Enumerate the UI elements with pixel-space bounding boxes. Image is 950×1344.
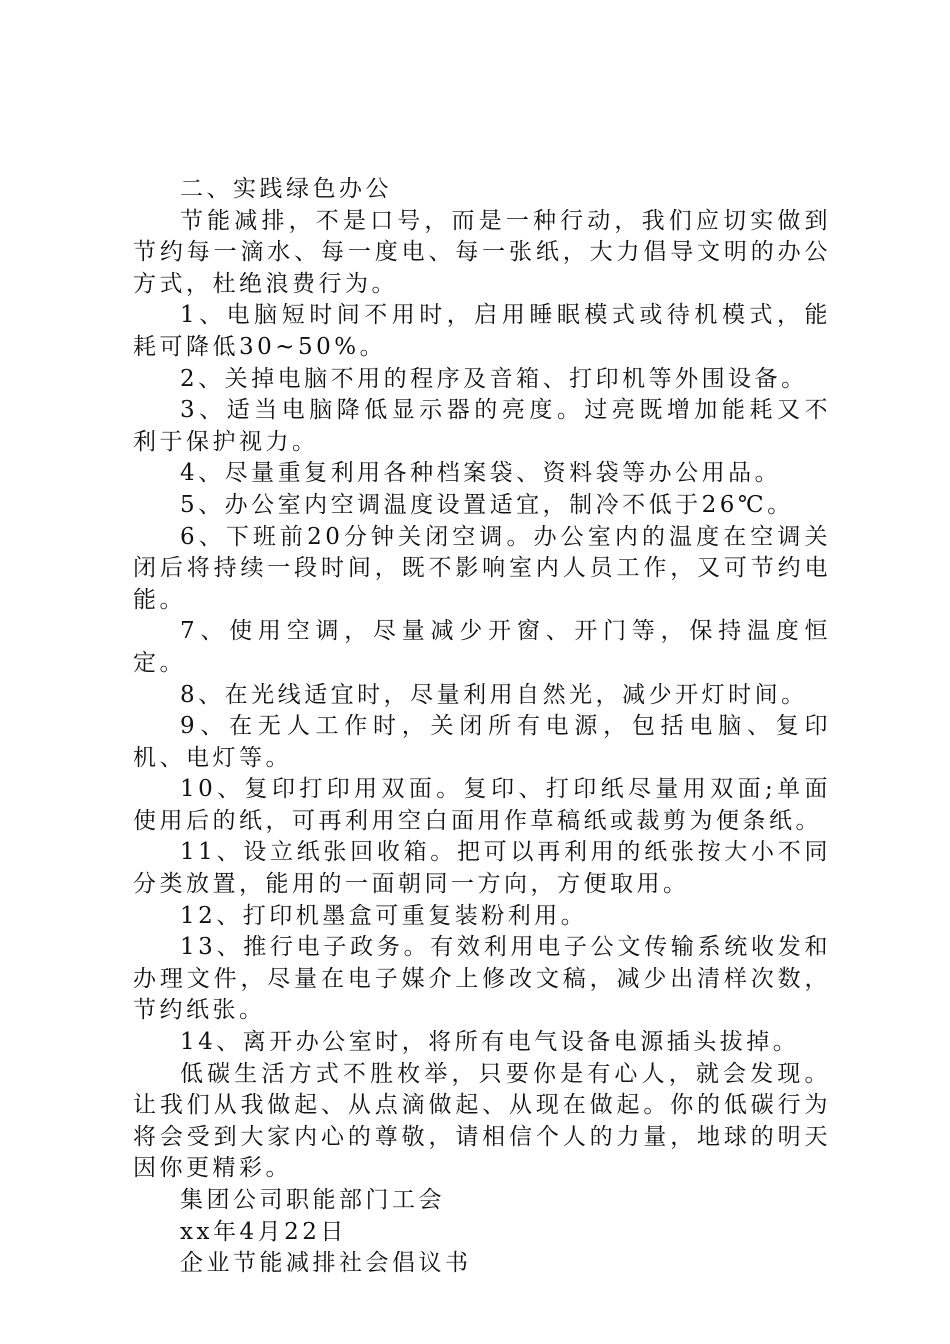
list-item: 5、办公室内空调温度设置适宜，制冷不低于26℃。 [180, 491, 794, 518]
list-item: 7、使用空调，尽量减少开窗、开门等，保持温度恒定。 [133, 618, 831, 676]
list-item: 6、下班前20分钟关闭空调。办公室内的温度在空调关闭后将持续一段时间，既不影响室内人员工作，又可节约电能。 [133, 523, 831, 613]
list-item: 10、复印打印用双面。复印、打印纸尽量用双面;单面使用后的纸，可再利用空白面用作草稿纸或裁剪为便条纸。 [133, 776, 831, 834]
signature: 集团公司职能部门工会 [180, 1187, 445, 1213]
next-document-title: 企业节能减排社会倡议书 [180, 1250, 472, 1277]
list-item: 1、电脑短时间不用时，启用睡眠模式或待机模式，能耗可降低30~50%。 [133, 302, 831, 360]
list-item: 14、离开办公室时，将所有电气设备电源插头拔掉。 [180, 1029, 800, 1056]
list-item: 8、在光线适宜时，尽量利用自然光，减少开灯时间。 [180, 681, 808, 708]
section-title: 二、实践绿色办公 [180, 176, 392, 202]
list-item: 4、尽量重复利用各种档案袋、资料袋等办公用品。 [180, 460, 782, 487]
list-item: 9、在无人工作时，关闭所有电源，包括电脑、复印机、电灯等。 [133, 713, 831, 771]
date: xx年4月22日 [180, 1218, 347, 1245]
conclusion-paragraph: 低碳生活方式不胜枚举，只要你是有心人，就会发现。让我们从我做起、从点滴做起、从现在做起。你的低碳行为将会受到大家内心的尊敬，请相信个人的力量，地球的明天因你更精彩。 [133, 1060, 831, 1182]
list-item: 3、适当电脑降低显示器的亮度。过亮既增加能耗又不利于保护视力。 [133, 397, 831, 455]
intro-paragraph: 节能减排，不是口号，而是一种行动，我们应切实做到节约每一滴水、每一度电、每一张纸，大力倡导文明的办公方式，杜绝浪费行为。 [133, 207, 831, 297]
document-body [133, 174, 831, 1280]
list-item: 13、推行电子政务。有效利用电子公文传输系统收发和办理文件，尽量在电子媒介上修改文稿，减少出清样次数，节约纸张。 [133, 934, 831, 1024]
list-item: 12、打印机墨盒可重复装粉利用。 [180, 902, 588, 929]
list-item: 11、设立纸张回收箱。把可以再利用的纸张按大小不同分类放置，能用的一面朝同一方向，方便取用。 [133, 839, 831, 898]
list-item: 2、关掉电脑不用的程序及音箱、打印机等外围设备。 [180, 365, 808, 392]
